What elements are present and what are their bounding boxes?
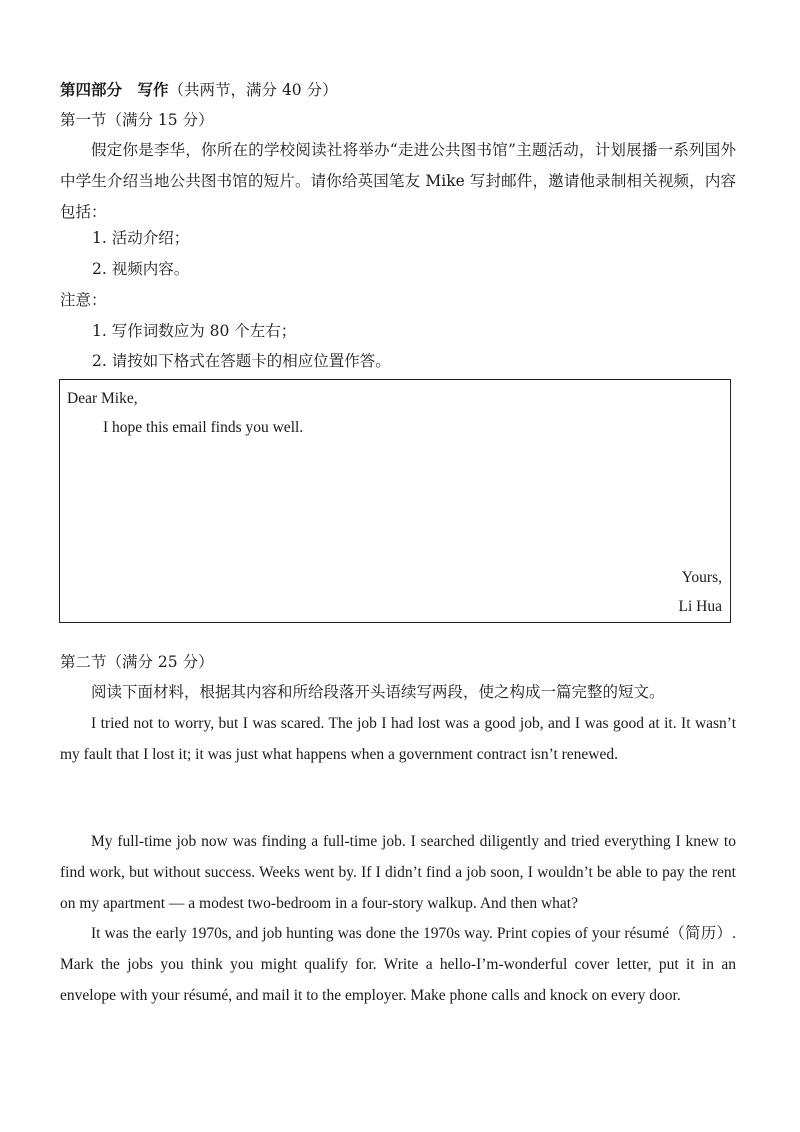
letter-format-box <box>59 379 731 623</box>
notes-title: 注意： <box>60 291 107 309</box>
note-1: 1. 写作词数应为 80 个左右； <box>92 322 297 340</box>
section2-instruction: 阅读下面材料，根据其内容和所给段落开头语续写两段，使之构成一篇完整的短文。 <box>91 683 665 701</box>
letter-greeting: Dear Mike, <box>67 390 138 407</box>
section2-title: 第二节（满分 25 分） <box>60 653 214 671</box>
note-2: 2. 请按如下格式在答题卡的相应位置作答。 <box>92 352 391 370</box>
letter-closing: Yours, <box>681 569 722 586</box>
section1-title: 第一节（满分 15 分） <box>60 111 214 129</box>
part-title: 第四部分 写作 <box>60 80 169 99</box>
passage-paragraph-1: I tried not to worry, but I was scared. The job I had lost was a good job, and I was good at it. It wasn’t my fault that I lost it; it was just what happens when a government contract isn’t renewed. <box>60 715 736 763</box>
part-score-note: （共两节，满分 40 分） <box>168 81 338 99</box>
letter-opening: I hope this email finds you well. <box>103 419 304 436</box>
passage-paragraph-3: It was the early 1970s, and job hunting was done the 1970s way. Print copies of your résumé（简历）. Mark the jobs you think you might qualify for. Write a hello-I’m-wonderful cover letter, put it in an envelope with your résumé, and mail it to the employer. Make phone calls and knock on every door. <box>60 925 736 1004</box>
part-heading <box>60 80 338 100</box>
section1-prompt: 假定你是李华，你所在的学校阅读社将举办“走进公共图书馆”主题活动，计划展播一系列国外中学生介绍当地公共图书馆的短片。请你给英国笔友 Mike 写封邮件，邀请他录制相关视频，内容包括： <box>60 141 736 221</box>
letter-signature: Li Hua <box>678 598 722 615</box>
content-point-2: 2. 视频内容。 <box>92 260 190 278</box>
passage-paragraph-2: My full-time job now was finding a full-time job. I searched diligently and tried everything I knew to find work, but without success. Weeks went by. If I didn’t find a job soon, I wouldn’t be able to pay the rent on my apartment — a modest two-bedroom in a four-story walkup. And then what? <box>60 833 736 912</box>
content-point-1: 1. 活动介绍； <box>92 229 190 247</box>
